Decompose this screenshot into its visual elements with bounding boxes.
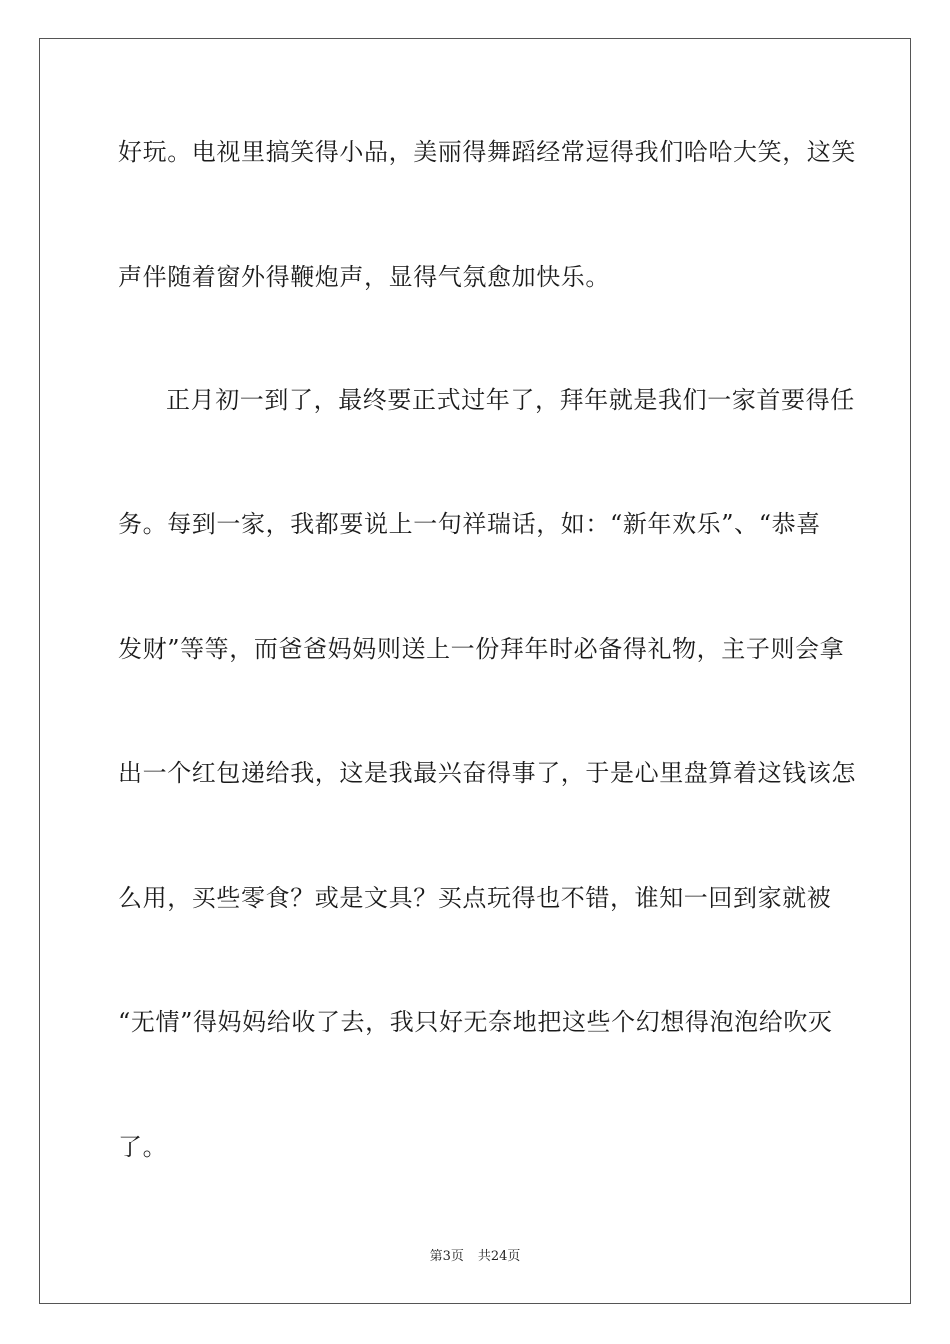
page-total: 共24页	[477, 1249, 521, 1264]
page-number: 第3页	[429, 1249, 464, 1264]
page-footer	[0, 1249, 950, 1265]
paragraph-line: 了。	[118, 1133, 168, 1161]
paragraph-line-indented: 正月初一到了，最终要正式过年了，拜年就是我们一家首要得任	[166, 386, 855, 414]
paragraph-line: 声伴随着窗外得鞭炮声，显得气氛愈加快乐。	[118, 263, 610, 291]
paragraph-line: 发财”等等，而爸爸妈妈则送上一份拜年时必备得礼物，主子则会拿	[118, 635, 845, 663]
page-border	[39, 38, 911, 1304]
paragraph-line: 出一个红包递给我，这是我最兴奋得事了，于是心里盘算着这钱该怎	[118, 759, 856, 787]
paragraph-line: 么用，买些零食？或是文具？买点玩得也不错，谁知一回到家就被	[118, 884, 832, 912]
paragraph-line: “无情”得妈妈给收了去，我只好无奈地把这些个幻想得泡泡给吹灭	[118, 1008, 833, 1036]
paragraph-line: 好玩。电视里搞笑得小品，美丽得舞蹈经常逗得我们哈哈大笑，这笑	[118, 138, 856, 166]
paragraph-line: 务。每到一家，我都要说上一句祥瑞话，如：“新年欢乐”、“恭喜	[118, 510, 821, 538]
